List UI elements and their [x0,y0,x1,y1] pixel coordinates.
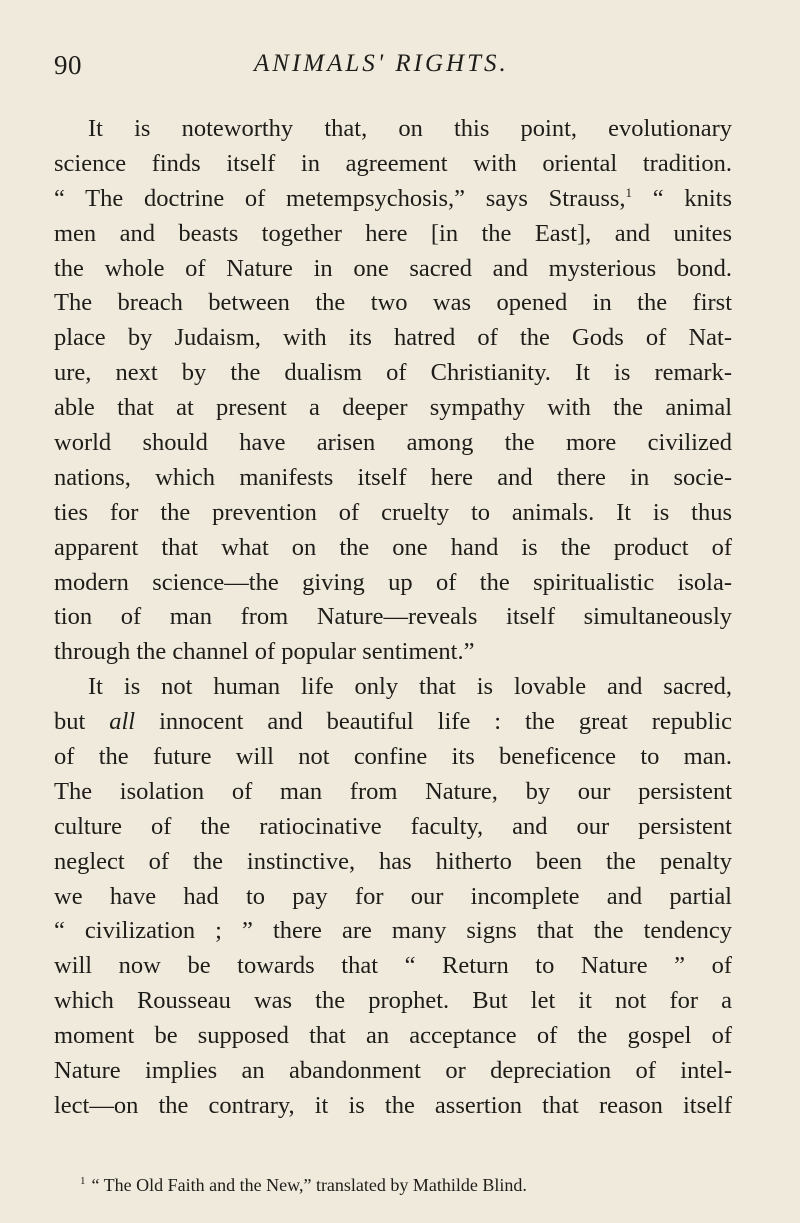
text-line: It is not human life only that is lovable and sacred, [88,673,732,701]
text-line: the whole of Nature in one sacred and mysterious bond. [54,254,732,282]
page-header [54,50,754,90]
body-text [54,112,732,1124]
text-line: ties for the prevention of cruelty to animals. It is thus [54,498,732,526]
text-fragment: “ knits [652,184,732,212]
text-fragment: innocent and beautiful life : the great republic [159,708,732,736]
text-line: “ civilization ; ” there are many signs that the tendency [54,917,732,945]
page-number: 90 [54,50,82,80]
text-line: tion of man from Nature—reveals itself simultaneously [54,603,732,631]
text-line: nations, which manifests itself here and there in socie- [54,463,732,491]
text-line: through the channel of popular sentiment.” [54,638,475,666]
text-line: able that at present a deeper sympathy with the animal [54,394,732,422]
text-fragment: “ The doctrine of metempsychosis,” says Strauss, [54,184,626,212]
text-line: lect—on the contrary, it is the assertion that reason itself [54,1091,732,1119]
text-line: Nature implies an abandonment or depreciation of intel- [54,1057,732,1085]
text-line: apparent that what on the one hand is the product of [54,533,732,561]
text-line: neglect of the instinctive, has hitherto been the penalty [54,847,732,875]
footnote-marker: 1 [80,1175,86,1187]
footnote [80,1169,740,1197]
text-line: which Rousseau was the prophet. But let it not for a [54,987,732,1015]
text-line: place by Judaism, with its hatred of the Gods of Nat- [54,324,732,352]
running-title: ANIMALS' RIGHTS. [254,50,509,77]
text-line: It is noteworthy that, on this point, evolutionary [88,115,732,142]
footnote-text: “ The Old Faith and the New,” translated by Mathilde Blind. [91,1175,527,1195]
text-line: The isolation of man from Nature, by our persistent [54,777,732,805]
text-line: culture of the ratiocinative faculty, and our persistent [54,812,732,840]
text-line: men and beasts together here [in the East], and unites [54,219,732,247]
text-line: of the future will not confine its beneficence to man. [54,743,732,771]
text-line: world should have arisen among the more civilized [54,429,732,457]
emphasis-all: all [109,708,136,736]
text-line: we have had to pay for our incomplete and partial [54,882,732,910]
text-line: ure, next by the dualism of Christianity. It is remark- [54,359,732,387]
footnote-reference: 1 [625,184,633,200]
text-line [54,182,732,217]
text-line: The breach between the two was opened in the first [54,289,732,317]
text-line [54,705,732,740]
text-line: science finds itself in agreement with oriental tradition. [54,149,732,177]
text-line: will now be towards that “ Return to Nature ” of [54,952,732,980]
text-line: modern science—the giving up of the spiritualistic isola- [54,568,732,596]
text-fragment: but [54,708,86,736]
text-line: moment be supposed that an acceptance of the gospel of [54,1022,732,1050]
